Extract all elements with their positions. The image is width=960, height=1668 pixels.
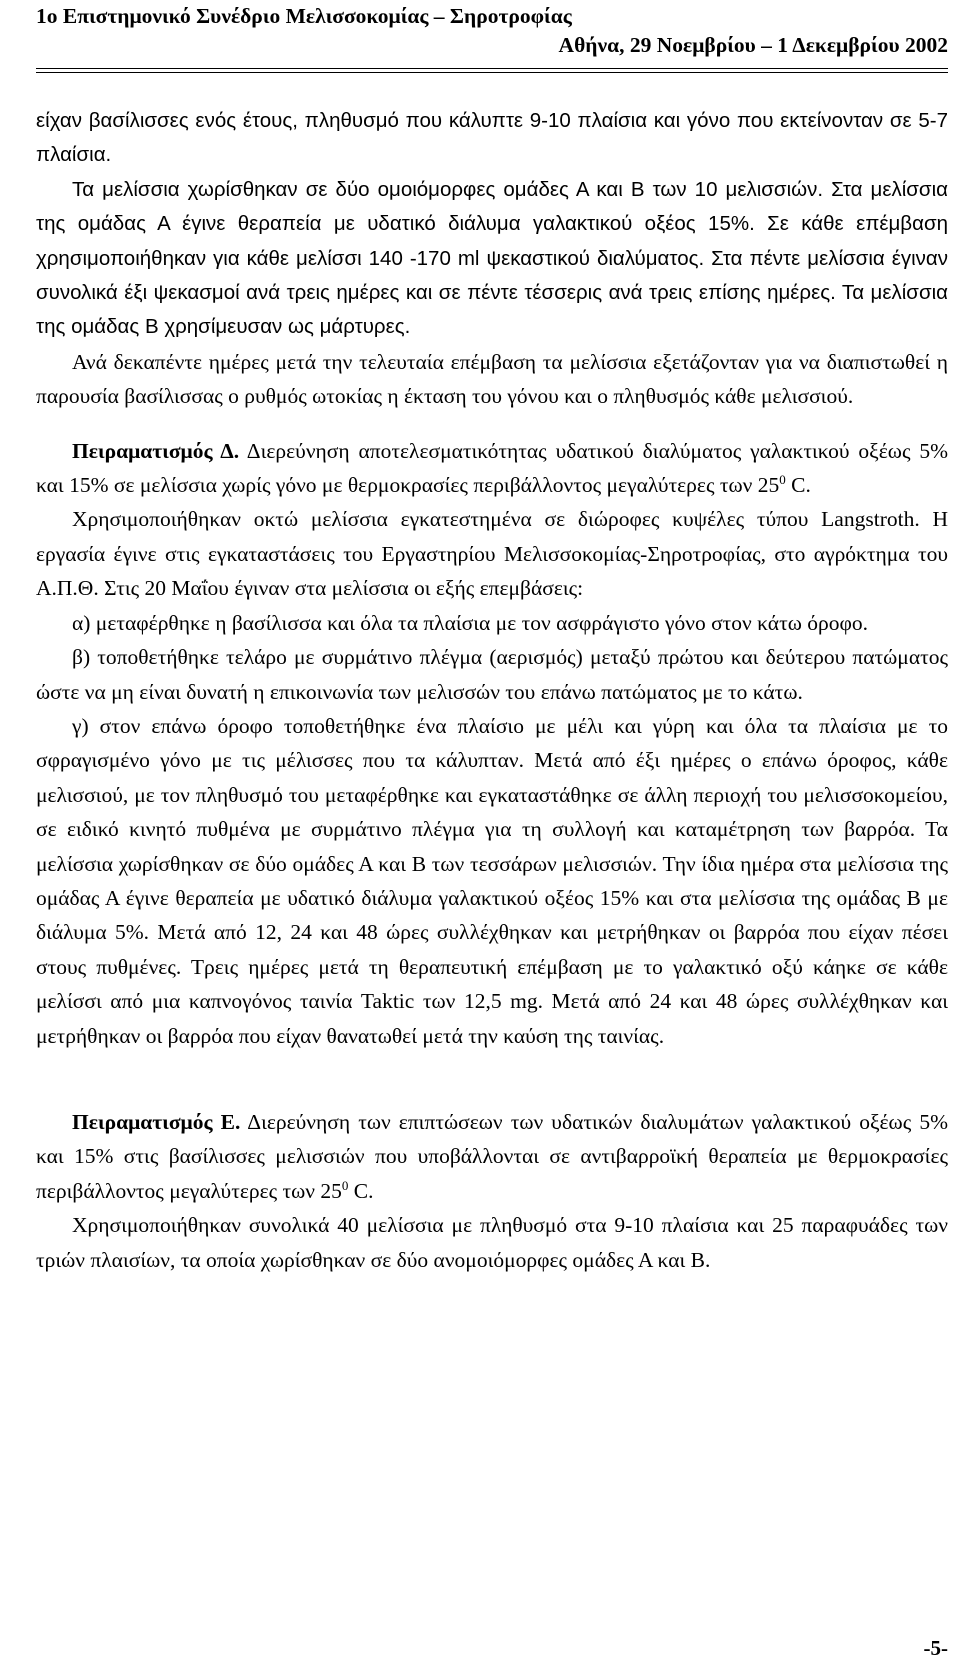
paragraph: α) μεταφέρθηκε η βασίλισσα και όλα τα πλαίσια με τον ασφράγιστο γόνο στον κάτω όροφο.: [72, 610, 868, 635]
paragraph: β) τοποθετήθηκε τελάρο με συρμάτινο πλέγμα (αερισμός) μεταξύ πρώτου και δεύτερου πατώματος ώστε να μη είναι δυνατή η επικοινωνία των μελισσών του επάνω πατώματος με το κάτω.: [36, 645, 948, 704]
experiment-e-description: Διερεύνηση των επιπτώσεων των υδατικών διαλυμάτων γαλακτικού οξέως 5% και 15% στις βασίλισσες μελισσιών που υποβάλλονται σε αντιβαρροϊκή θεραπεία με θερμοκρασίες περιβάλλοντος μεγαλύτερες των 25: [36, 1109, 948, 1203]
paragraph: γ) στον επάνω όροφο τοποθετήθηκε ένα πλαίσιο με μέλι και γύρη και όλα τα πλαίσια με το σφραγισμένο γόνο με τις μέλισσες που τα κάλυπταν. Μετά από έξι ημέρες ο επάνω όροφος, κάθε μελισσιού, με τον πληθυσμό του μεταφέρθηκε και εγκαταστάθηκε σε άλλη περιοχή του μελισσοκομείου, σε ειδικό κινητό πυθμένα με συρμάτινο πλέγμα για τη συλλογή και καταμέτρηση των βαρρόα. Τα μελίσσια χωρίσθηκαν σε δύο ομάδες Α και Β των τεσσάρων μελισσιών. Την ίδια ημέρα στα μελίσσια της ομάδας Α έγινε θεραπεία με υδατικό διάλυμα γαλακτικού οξέος 15% και στα μελίσσια της ομάδας Β με διάλυμα 5%. Μετά από 12, 24 και 48 ώρες συλλέχθηκαν και μετρήθηκαν οι βαρρόα που είχαν πέσει στους πυθμένες. Τρεις ημέρες μετά τη θεραπευτική επέμβαση με το γαλακτικό οξύ κάηκε σε κάθε μελίσσι από μια καπνογόνος ταινία Taktic των 12,5 mg. Μετά από 24 και 48 ώρες συλλέχθηκαν και μετρήθηκαν οι βαρρόα που είχαν θανατωθεί μετά την καύση της ταινίας.: [36, 713, 948, 1048]
header-rule: [36, 68, 948, 69]
conference-title: 1ο Επιστημονικό Συνέδριο Μελισσοκομίας – Σηροτροφίας: [36, 4, 572, 28]
experiment-e-heading: [36, 1105, 948, 1208]
experiment-d-description: Διερεύνηση αποτελεσματικότητας υδατικού διαλύματος γαλακτικού οξέως 5% και 15% σε μελίσσια χωρίς γόνο με θερμοκρασίες περιβάλλοντος μεγαλύτερες των 25: [36, 438, 948, 498]
document-body: [36, 104, 948, 1277]
header-rule-thin: [36, 72, 948, 73]
experiment-d-unit: C.: [785, 473, 811, 498]
paragraph: Τα μελίσσια χωρίσθηκαν σε δύο ομοιόμορφες ομάδες Α και Β των 10 μελισσιών. Στα μελίσσια της ομάδας Α έγινε θεραπεία με υδατικό διάλυμα γαλακτικού οξέος 15%. Σε κάθε επέμβαση χρησιμοποιήθηκαν για κάθε μελίσσι 140 -170 ml ψεκαστικού διαλύματος. Στα πέντε μελίσσια έγιναν συνολικά έξι ψεκασμοί ανά τρεις ημέρες και σε πέντε τέσσερις ανά τρεις επίσης ημέρες. Τα μελίσσια της ομάδας Β χρησίμευσαν ως μάρτυρες.: [36, 177, 948, 339]
paragraph: είχαν βασίλισσες ενός έτους, πληθυσμό που κάλυπτε 9-10 πλαίσια και γόνο που εκτείνονταν σε 5-7 πλαίσια.: [36, 109, 948, 167]
experiment-e-label: Πειραματισμός Ε.: [72, 1109, 241, 1134]
paragraph: Ανά δεκαπέντε ημέρες μετά την τελευταία επέμβαση τα μελίσσια εξετάζονταν για να διαπιστωθεί η παρουσία βασίλισσας ο ρυθμός ωτοκίας η έκταση του γόνου και ο πληθυσμός κάθε μελισσιού.: [36, 349, 948, 409]
experiment-e-unit: C.: [348, 1178, 374, 1203]
experiment-d-heading: [36, 434, 948, 503]
page-header: [36, 0, 948, 80]
experiment-d-label: Πειραματισμός Δ.: [72, 438, 240, 463]
paragraph: Χρησιμοποιήθηκαν συνολικά 40 μελίσσια με πληθυσμό στα 9-10 πλαίσια και 25 παραφυάδες των τριών πλαισίων, τα οποία χωρίσθηκαν σε δύο ανομοιόμορφες ομάδες Α και Β.: [36, 1213, 948, 1272]
degree-superscript: 0: [341, 1177, 349, 1193]
paragraph: Χρησιμοποιήθηκαν οκτώ μελίσσια εγκατεστημένα σε διώροφες κυψέλες τύπου Langstroth. Η εργασία έγινε στις εγκαταστάσεις του Εργαστηρίου Μελισσοκομίας-Σηροτροφίας, στο αγρόκτημα του Α.Π.Θ. Στις 20 Μαΐου έγιναν στα μελίσσια οι εξής επεμβάσεις:: [36, 507, 948, 601]
page-number: -5-: [923, 1636, 948, 1660]
degree-superscript: 0: [779, 471, 786, 487]
conference-place-date: Αθήνα, 29 Νοεμβρίου – 1 Δεκεμβρίου 2002: [558, 33, 948, 57]
